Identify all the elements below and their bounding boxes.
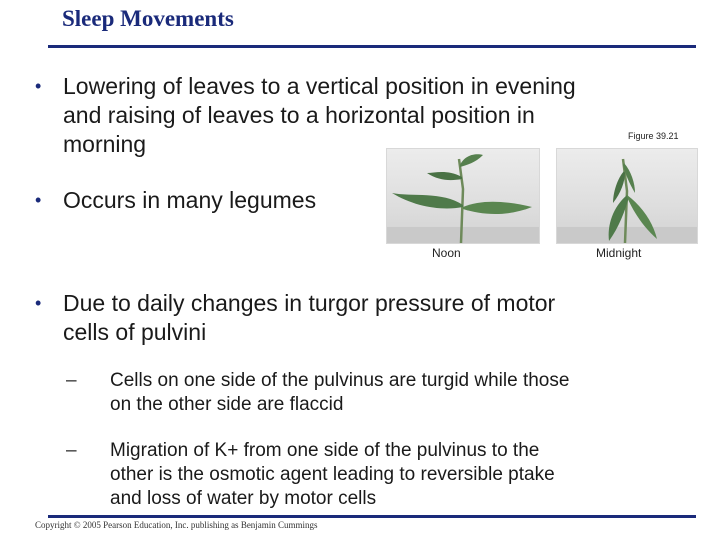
midnight-plant-photo: [556, 148, 698, 244]
bullet-turgor-pressure: [35, 289, 556, 347]
bullet-line: Lowering of leaves to a vertical position in evening: [63, 73, 576, 99]
bullet-line: Due to daily changes in turgor pressure of motor: [63, 290, 556, 316]
subbullet-potassium-migration: [66, 439, 555, 511]
subbullet-line: other is the osmotic agent leading to reversible ptake: [110, 464, 555, 485]
copyright-notice: Copyright © 2005 Pearson Education, Inc. publishing as Benjamin Cummings: [35, 520, 318, 530]
midnight-plant-illustration: [557, 149, 697, 243]
bullet-marker: •: [35, 76, 42, 96]
title-rule: [48, 45, 696, 48]
bullet-line: Occurs in many legumes: [63, 187, 317, 213]
noon-plant-illustration: [387, 149, 539, 243]
bullet-marker: •: [35, 293, 42, 313]
bullet-sleep-movement-definition: [35, 72, 576, 159]
subbullet-marker: –: [66, 440, 77, 461]
bullet-line: and raising of leaves to a horizontal position in: [63, 102, 535, 128]
subbullet-line: on the other side are flaccid: [110, 394, 344, 415]
subbullet-line: Migration of K+ from one side of the pulvinus to the: [110, 440, 540, 461]
midnight-caption: Midnight: [596, 246, 642, 260]
subbullet-line: Cells on one side of the pulvinus are turgid while those: [110, 370, 570, 391]
bullet-line: morning: [63, 131, 147, 157]
subbullet-line: and loss of water by motor cells: [110, 488, 377, 509]
slide-title: Sleep Movements: [62, 6, 234, 31]
noon-caption: Noon: [432, 246, 461, 260]
bullet-legumes: [35, 186, 317, 215]
noon-plant-photo: [386, 148, 540, 244]
bullet-marker: •: [35, 190, 42, 210]
figure-label: Figure 39.21: [628, 131, 679, 141]
subbullet-turgid-flaccid: [66, 369, 570, 417]
bullet-line: cells of pulvini: [63, 319, 207, 345]
footer-rule: [48, 515, 696, 518]
subbullet-marker: –: [66, 370, 77, 391]
